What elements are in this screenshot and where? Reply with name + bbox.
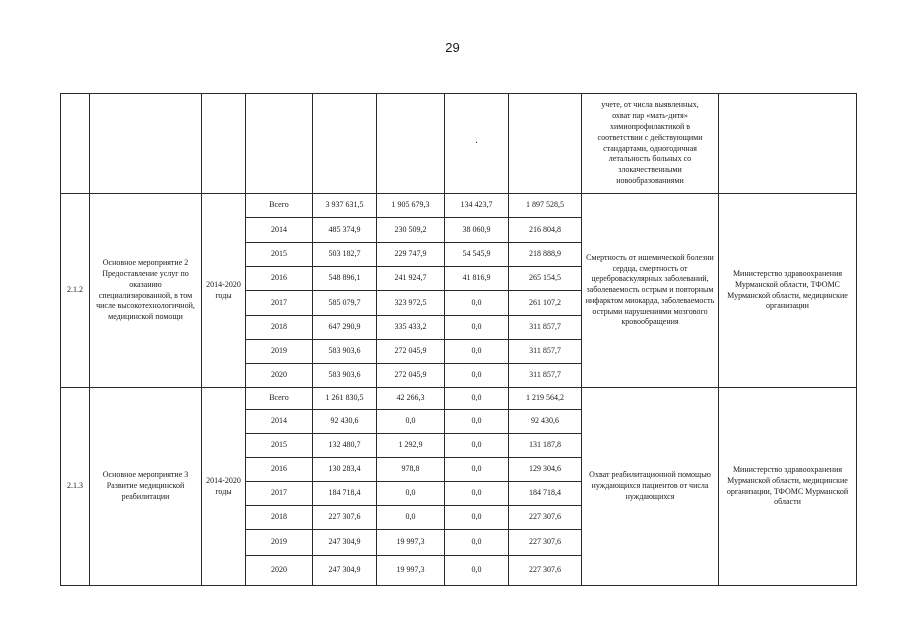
col4-cell: 92 430,6 — [509, 410, 582, 434]
col4-cell: 311 857,7 — [509, 340, 582, 364]
total-cell: 130 283,4 — [313, 458, 377, 482]
indicator-line: химиопрофилактикой в — [609, 121, 690, 131]
col4-cell: 184 718,4 — [509, 482, 582, 506]
continuation-row — [61, 94, 857, 194]
col2-cell: 0,0 — [377, 410, 445, 434]
year-cell: 2015 — [246, 434, 313, 458]
year-cell: 2015 — [246, 243, 313, 267]
indicator-cell: Охват реабилитационной помощью нуждающихся пациентов от числа нуждающихся — [582, 388, 719, 586]
continuation-cell-col2 — [377, 94, 445, 194]
year-cell: 2014 — [246, 218, 313, 243]
year-cell: 2018 — [246, 316, 313, 340]
indicator-line: злокачественными — [618, 165, 682, 175]
col3-cell: 0,0 — [445, 291, 509, 316]
year-cell: 2018 — [246, 506, 313, 530]
indicator-line: соответствии с действующими — [597, 132, 703, 142]
measure-name: Основное мероприятие 3 Развитие медицинской реабилитации — [90, 388, 202, 586]
total-cell: 247 304,9 — [313, 530, 377, 556]
col3-cell: 0,0 — [445, 458, 509, 482]
continuation-cell-period — [202, 94, 246, 194]
total-cell: 583 903,6 — [313, 340, 377, 364]
col3-cell: 0,0 — [445, 434, 509, 458]
year-cell: Всего — [246, 194, 313, 218]
year-cell: 2017 — [246, 482, 313, 506]
col4-cell: 265 154,5 — [509, 267, 582, 291]
table-row — [61, 388, 857, 410]
total-cell: 184 718,4 — [313, 482, 377, 506]
year-cell: 2020 — [246, 364, 313, 388]
continuation-cell-col3 — [445, 94, 509, 194]
col2-cell: 19 997,3 — [377, 556, 445, 586]
dot-mark: · — [474, 137, 479, 149]
col4-cell: 261 107,2 — [509, 291, 582, 316]
indicator-line: новообразованиями — [616, 175, 684, 185]
executor-cell: Министерство здравоохранения Мурманской области, медицинские организации, ТФОМС Мурманской области — [719, 388, 857, 586]
col3-cell: 0,0 — [445, 340, 509, 364]
total-cell: 3 937 631,5 — [313, 194, 377, 218]
col3-cell: 41 816,9 — [445, 267, 509, 291]
col2-cell: 1 292,9 — [377, 434, 445, 458]
col4-cell: 227 307,6 — [509, 556, 582, 586]
col4-cell: 218 888,9 — [509, 243, 582, 267]
total-cell: 247 304,9 — [313, 556, 377, 586]
col2-cell: 241 924,7 — [377, 267, 445, 291]
year-cell: 2019 — [246, 530, 313, 556]
col2-cell: 0,0 — [377, 506, 445, 530]
col3-cell: 0,0 — [445, 482, 509, 506]
total-cell: 583 903,6 — [313, 364, 377, 388]
year-cell: 2019 — [246, 340, 313, 364]
year-cell: 2014 — [246, 410, 313, 434]
continuation-cell-total — [313, 94, 377, 194]
continuation-cell-year — [246, 94, 313, 194]
col4-cell: 311 857,7 — [509, 364, 582, 388]
total-cell: 548 896,1 — [313, 267, 377, 291]
col3-cell: 54 545,9 — [445, 243, 509, 267]
col2-cell: 323 972,5 — [377, 291, 445, 316]
col2-cell: 1 905 679,3 — [377, 194, 445, 218]
col4-cell: 1 897 528,5 — [509, 194, 582, 218]
continuation-cell-name — [90, 94, 202, 194]
measure-number: 2.1.2 — [61, 194, 90, 388]
col3-cell: 0,0 — [445, 410, 509, 434]
indicator-line: учете, от числа выявленных, — [601, 100, 699, 110]
year-cell: 2016 — [246, 267, 313, 291]
col4-cell: 216 804,8 — [509, 218, 582, 243]
col3-cell: 38 060,9 — [445, 218, 509, 243]
indicator-line: охват пар «мать-дитя» — [612, 111, 688, 121]
indicator-line: стандартами, одногодичная — [603, 143, 697, 153]
col3-cell: 134 423,7 — [445, 194, 509, 218]
program-measures-table — [60, 93, 857, 586]
total-cell: 585 079,7 — [313, 291, 377, 316]
col3-cell: 0,0 — [445, 530, 509, 556]
col2-cell: 272 045,9 — [377, 340, 445, 364]
col2-cell: 978,8 — [377, 458, 445, 482]
col3-cell: 0,0 — [445, 364, 509, 388]
total-cell: 132 480,7 — [313, 434, 377, 458]
col4-cell: 1 219 564,2 — [509, 388, 582, 410]
col2-cell: 0,0 — [377, 482, 445, 506]
page-number: 29 — [445, 40, 460, 55]
year-cell: Всего — [246, 388, 313, 410]
year-cell: 2017 — [246, 291, 313, 316]
continuation-executor — [719, 94, 857, 194]
continuation-cell-number — [61, 94, 90, 194]
total-cell: 1 261 830,5 — [313, 388, 377, 410]
col2-cell: 272 045,9 — [377, 364, 445, 388]
total-cell: 92 430,6 — [313, 410, 377, 434]
total-cell: 485 374,9 — [313, 218, 377, 243]
col2-cell: 230 509,2 — [377, 218, 445, 243]
total-cell: 227 307,6 — [313, 506, 377, 530]
col3-cell: 0,0 — [445, 506, 509, 530]
col4-cell: 227 307,6 — [509, 506, 582, 530]
col2-cell: 42 266,3 — [377, 388, 445, 410]
measure-period: 2014-2020 годы — [202, 388, 246, 586]
continuation-cell-col4 — [509, 94, 582, 194]
measure-number: 2.1.3 — [61, 388, 90, 586]
col3-cell: 0,0 — [445, 388, 509, 410]
measure-period: 2014-2020 годы — [202, 194, 246, 388]
continuation-indicator — [582, 94, 719, 194]
col4-cell: 129 304,6 — [509, 458, 582, 482]
col3-cell: 0,0 — [445, 556, 509, 586]
indicator-line: летальность больных со — [608, 154, 692, 164]
indicator-cell: Смертность от ишемической болезни сердца, смертность от цереброваскулярных заболеваний, заболеваемость острым и повторным инфарктом миокарда, заболеваемость острыми нарушениями мозгового кровообращения — [582, 194, 719, 388]
col3-cell: 0,0 — [445, 316, 509, 340]
year-cell: 2016 — [246, 458, 313, 482]
measure-name: Основное мероприятие 2 Предоставление услуг по оказанию специализированной, в том числе высокотехнологичной, медицинской помощи — [90, 194, 202, 388]
total-cell: 647 290,9 — [313, 316, 377, 340]
total-cell: 503 182,7 — [313, 243, 377, 267]
col4-cell: 131 187,8 — [509, 434, 582, 458]
col4-cell: 227 307,6 — [509, 530, 582, 556]
col2-cell: 335 433,2 — [377, 316, 445, 340]
col4-cell: 311 857,7 — [509, 316, 582, 340]
col2-cell: 19 997,3 — [377, 530, 445, 556]
executor-cell: Министерство здравоохранения Мурманской области, ТФОМС Мурманской области, медицинские организации — [719, 194, 857, 388]
col2-cell: 229 747,9 — [377, 243, 445, 267]
table-row — [61, 194, 857, 218]
year-cell: 2020 — [246, 556, 313, 586]
